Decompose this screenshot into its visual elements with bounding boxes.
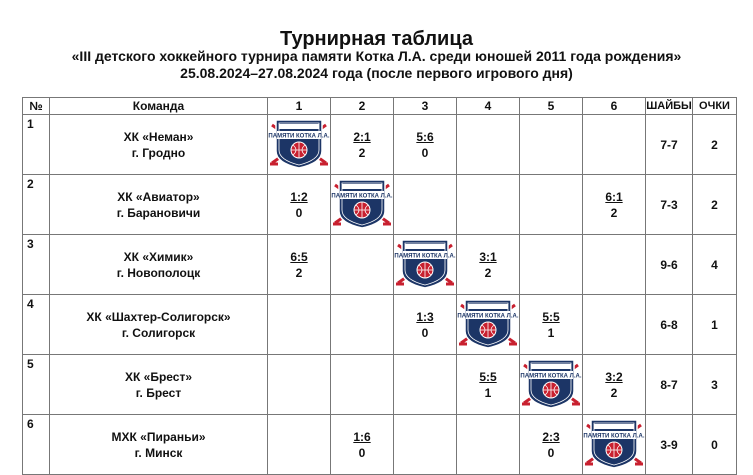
match-result-cell [520,175,583,235]
team-cell [50,175,268,235]
header-col-6: 6 [583,98,646,115]
team-city: г. Солигорск [121,325,196,340]
match-points: 2 [610,205,618,220]
match-points: 0 [358,445,366,460]
match-result-cell [394,175,457,235]
match-score: 5:6 [416,129,434,144]
points-total: 1 [693,295,737,355]
match-result-cell [520,295,583,355]
match-result-cell [457,175,520,235]
match-result-cell [394,115,457,175]
match-result-cell [583,295,646,355]
match-score: 1:6 [353,429,371,444]
goals-total: 8-7 [646,355,693,415]
logo-main-text: ПАМЯТИ КОТКА Л.А. [520,373,582,380]
match-result-cell [583,175,646,235]
match-score: 6:1 [605,189,623,204]
match-result-cell [268,295,331,355]
goals-total: 6-8 [646,295,693,355]
match-score: 1:2 [290,189,308,204]
logo-main-text: ПАМЯТИ КОТКА Л.А. [331,193,393,200]
diagonal-cell [394,235,457,295]
points-total: 3 [693,355,737,415]
tournament-name: «III детского хоккейного турнира памяти Котка Л.А. среди юношей 2011 года рождения» [71,48,682,64]
tournament-logo-icon [331,177,393,229]
match-result-cell [583,355,646,415]
match-result-cell [457,355,520,415]
match-points: 0 [295,205,303,220]
diagonal-cell [520,355,583,415]
goals-total: 9-6 [646,235,693,295]
team-name: ХК «Неман» [123,129,194,144]
match-result-cell [520,115,583,175]
team-name: ХК «Брест» [124,369,193,384]
tournament-dates: 25.08.2024–27.08.2024 года (после первого игрового дня) [180,65,573,81]
match-result-cell [331,115,394,175]
goals-total: 3-9 [646,415,693,475]
diagonal-cell [583,415,646,475]
table-row [23,295,737,355]
match-result-cell [331,355,394,415]
match-result-cell [268,175,331,235]
points-total: 2 [693,115,737,175]
match-score: 5:5 [542,309,560,324]
tournament-logo-icon [268,117,330,169]
match-result-cell [394,355,457,415]
team-name: ХК «Шахтер-Солигорск» [86,309,231,324]
team-name: ХК «Авиатор» [117,189,200,204]
match-result-cell [520,235,583,295]
match-result-cell [520,415,583,475]
match-result-cell [268,415,331,475]
match-result-cell [394,295,457,355]
match-points: 0 [547,445,555,460]
team-cell [50,115,268,175]
team-name: МХК «Пираньи» [111,429,206,444]
header-num: № [23,98,50,115]
match-points: 0 [421,145,429,160]
match-result-cell [394,415,457,475]
match-score: 3:2 [605,369,623,384]
header-col-1: 1 [268,98,331,115]
points-total: 0 [693,415,737,475]
match-score: 6:5 [290,249,308,264]
tournament-logo-icon [394,237,456,289]
match-points: 1 [547,325,555,340]
goals-total: 7-3 [646,175,693,235]
team-number: 1 [23,115,50,175]
match-score: 1:3 [416,309,434,324]
match-result-cell [583,115,646,175]
team-cell [50,355,268,415]
header-col-2: 2 [331,98,394,115]
match-points: 2 [484,265,492,280]
header-points: ОЧКИ [693,98,737,115]
match-points: 2 [358,145,366,160]
header-col-5: 5 [520,98,583,115]
team-city: г. Новополоцк [116,265,201,280]
tournament-logo-icon [583,417,645,469]
table-row [23,175,737,235]
table-row [23,115,737,175]
match-result-cell [457,235,520,295]
team-city: г. Гродно [131,145,186,160]
match-points: 0 [421,325,429,340]
team-city: г. Брест [135,385,182,400]
match-result-cell [331,295,394,355]
logo-main-text: ПАМЯТИ КОТКА Л.А. [583,433,645,440]
table-row [23,235,737,295]
header-goals: ШАЙБЫ [646,98,693,115]
goals-total: 7-7 [646,115,693,175]
header-team: Команда [50,98,268,115]
match-points: 1 [484,385,492,400]
team-city: г. Барановичи [116,205,201,220]
points-total: 4 [693,235,737,295]
logo-main-text: ПАМЯТИ КОТКА Л.А. [394,253,456,260]
match-result-cell [457,115,520,175]
match-points: 2 [295,265,303,280]
logo-main-text: ПАМЯТИ КОТКА Л.А. [268,133,330,140]
team-name: ХК «Химик» [123,249,194,264]
team-city: г. Минск [134,445,183,460]
team-number: 5 [23,355,50,415]
match-score: 5:5 [479,369,497,384]
points-total: 2 [693,175,737,235]
team-number: 6 [23,415,50,475]
match-result-cell [268,235,331,295]
team-number: 2 [23,175,50,235]
header-col-3: 3 [394,98,457,115]
logo-main-text: ПАМЯТИ КОТКА Л.А. [457,313,519,320]
diagonal-cell [268,115,331,175]
match-result-cell [583,235,646,295]
standings-table [22,97,737,475]
match-score: 3:1 [479,249,497,264]
header-row [23,98,737,115]
match-result-cell [457,415,520,475]
team-cell [50,415,268,475]
team-cell [50,235,268,295]
match-score: 2:1 [353,129,371,144]
team-cell [50,295,268,355]
match-result-cell [331,235,394,295]
table-row [23,415,737,475]
match-result-cell [331,415,394,475]
match-result-cell [268,355,331,415]
team-number: 3 [23,235,50,295]
diagonal-cell [331,175,394,235]
tournament-logo-icon [457,297,519,349]
match-points: 2 [610,385,618,400]
diagonal-cell [457,295,520,355]
page-title: Турнирная таблица [280,28,473,50]
table-row [23,355,737,415]
match-score: 2:3 [542,429,560,444]
header-col-4: 4 [457,98,520,115]
team-number: 4 [23,295,50,355]
tournament-logo-icon [520,357,582,409]
